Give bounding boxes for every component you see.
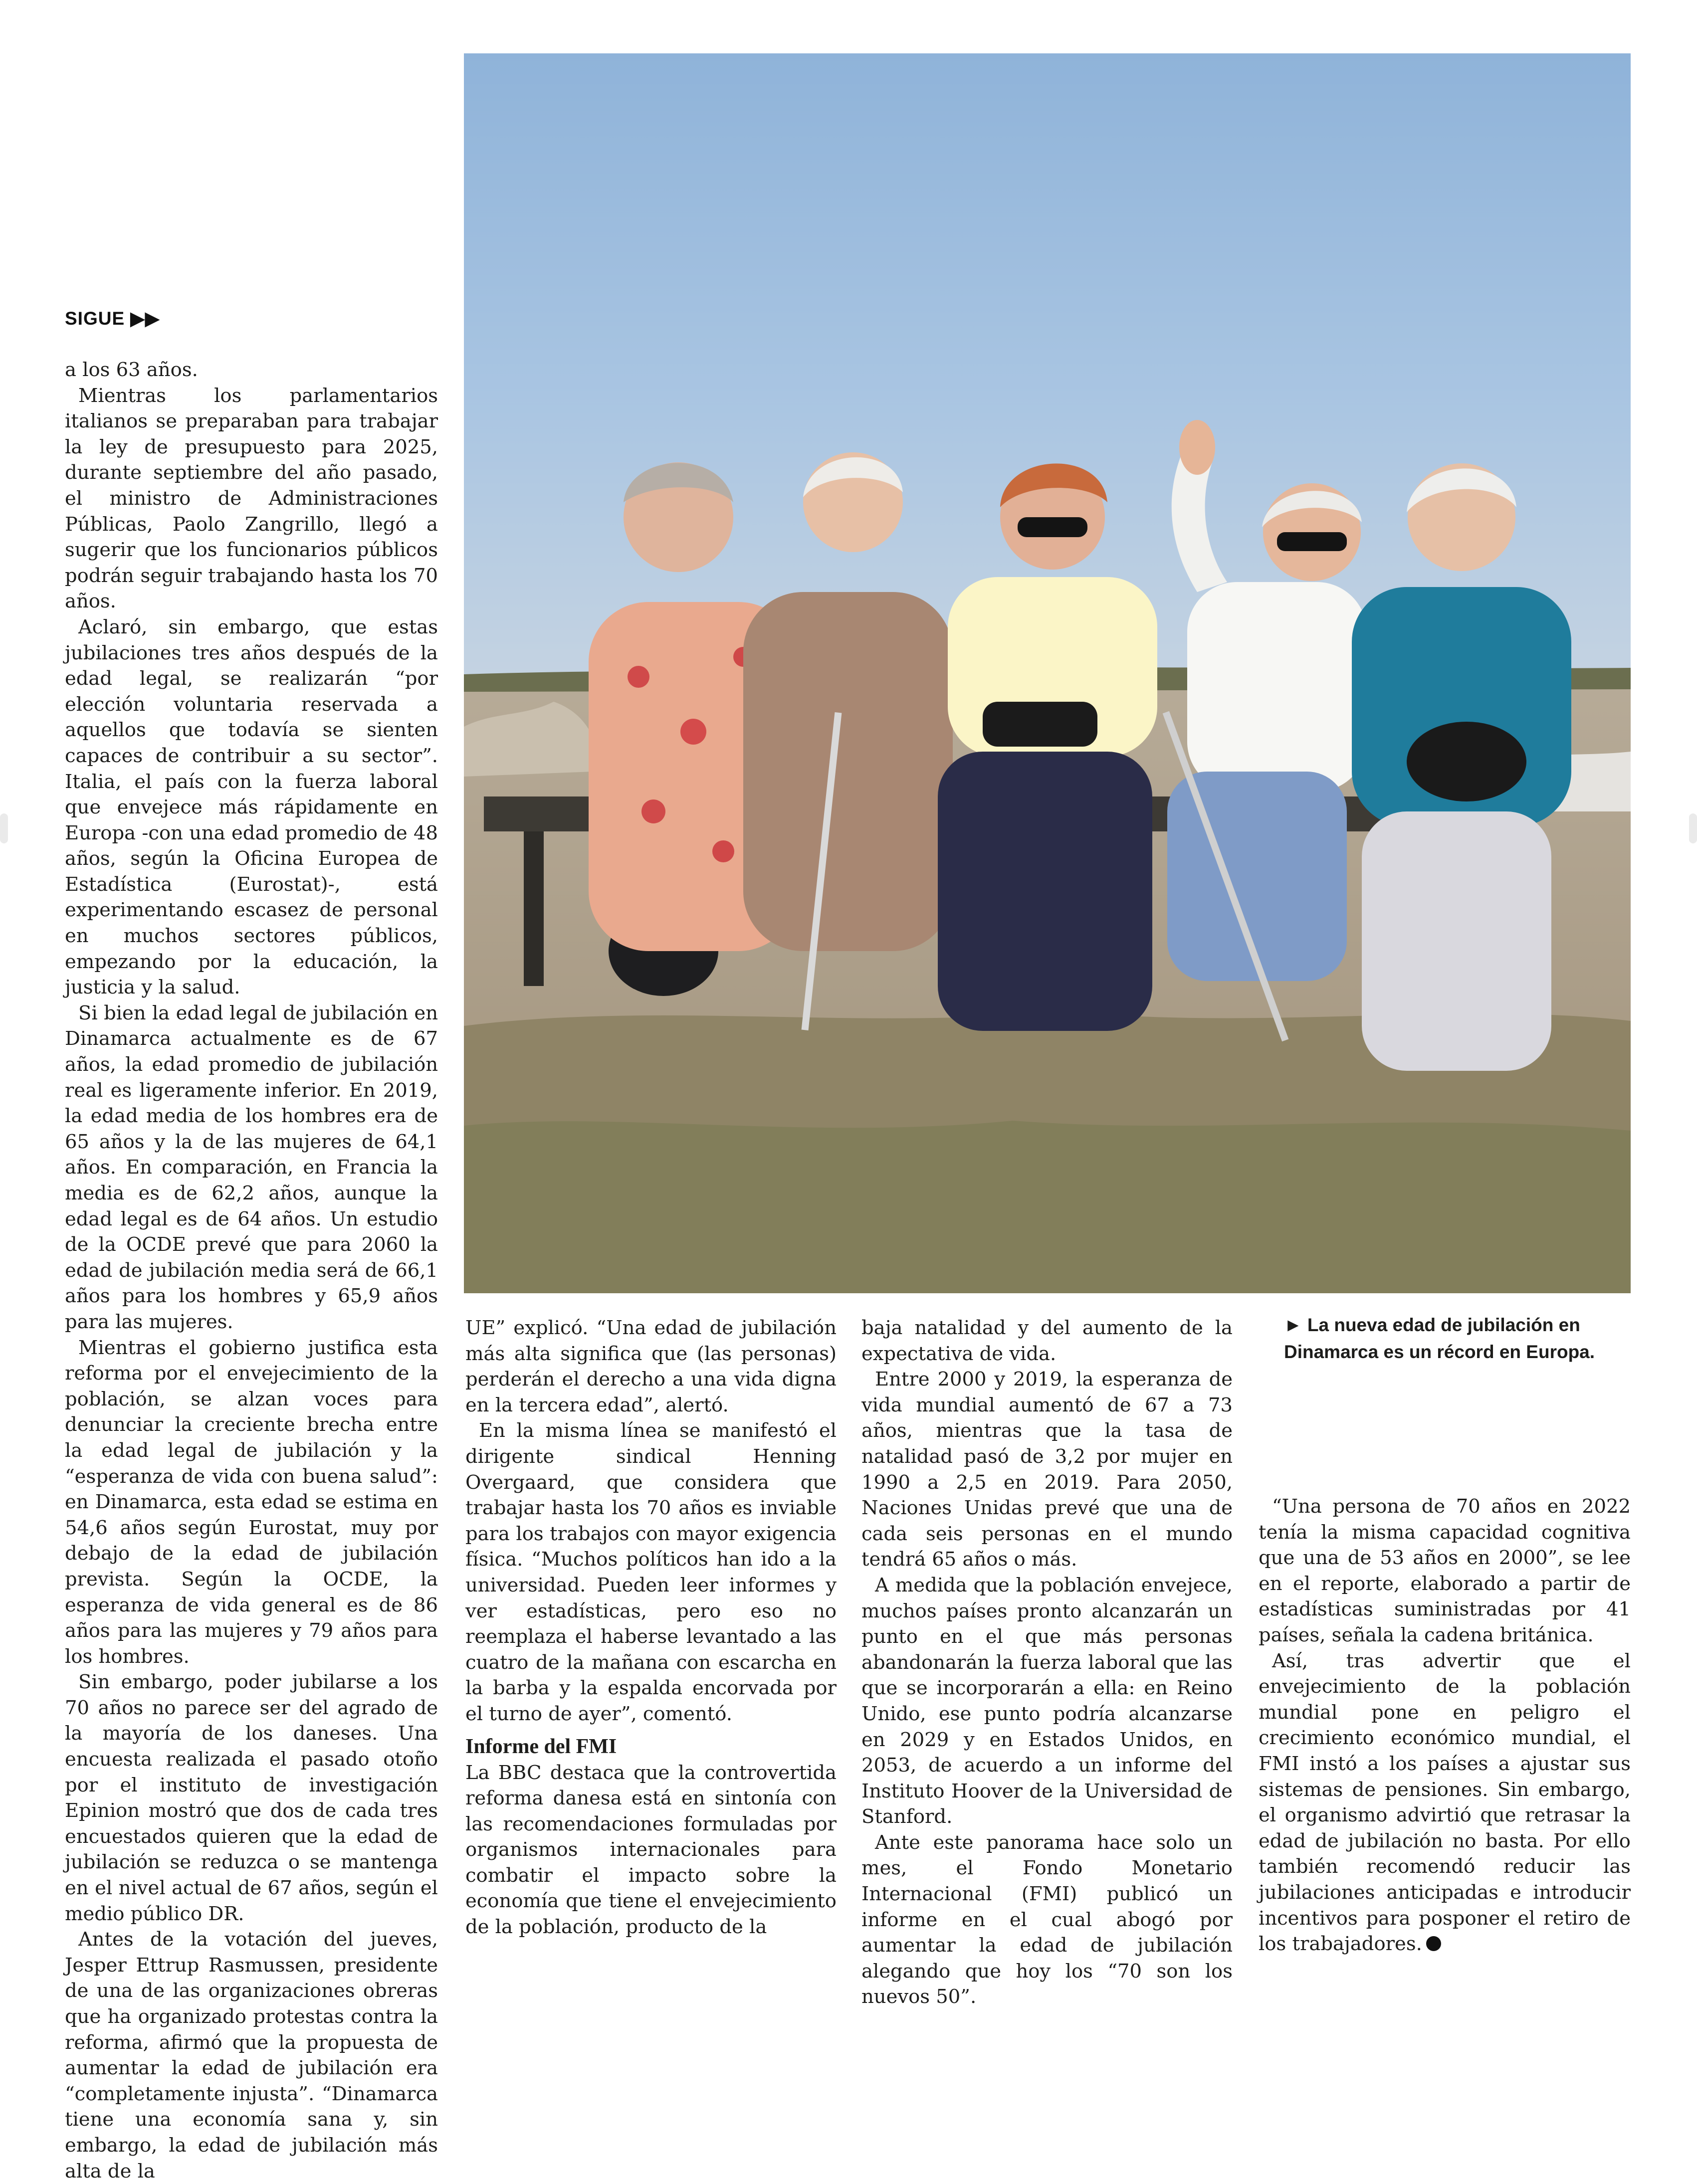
paragraph: a los 63 años.	[65, 359, 198, 381]
paragraph: “Una persona de 70 años en 2022 tenía la misma capacidad cognitiva que una de 53 años en 2000”, se lee en el reporte, elaborado a partir de estadísticas suministradas por 41 países, señala la cadena británica.	[1259, 1495, 1631, 1646]
paragraph: Sin embargo, poder jubilarse a los 70 años no parece ser del agrado de la mayoría de los daneses. Una encuesta realizada el pasado otoño por el instituto de investigación Epinion mostró que dos de cada tres encuestados quieren que la edad de jubilación se reduzca o se mantenga en el nivel actual de 67 años, según el medio público DR.	[65, 1671, 438, 1925]
page-edge-marker	[0, 813, 8, 843]
paragraph: Antes de la votación del jueves, Jesper Ettrup Rasmussen, presidente de una de las organizaciones obreras que ha organizado protestas contra la reforma, afirmó que la propuesta de aumentar la edad de jubilación era “completamente injusta”. “Dinamarca tiene una economía sana y, sin embargo, la edad de jubilación más alta de la	[65, 1928, 438, 2183]
article-column-3	[861, 1315, 1233, 2010]
paragraph: Mientras el gobierno justifica esta reforma por el envejecimiento de la población, se alzan voces para denunciar la creciente brecha entre la edad legal de jubilación y la “esperanza de vida con buena salud”: en Dinamarca, esta edad se estima en 54,6 años según Eurostat, muy por debajo de la edad de jubilación prevista. Según la OCDE, la esperanza de vida general es de 86 años para las mujeres y 79 años para los hombres.	[65, 1336, 438, 1668]
paragraph: Entre 2000 y 2019, la esperanza de vida mundial aumentó de 67 a 73 años, mientras que la tasa de natalidad pasó de 3,2 por mujer en 1990 a 2,5 en 2019. Para 2050, Naciones Unidas prevé que una de cada seis personas en el mundo tendrá 65 años o más.	[861, 1368, 1233, 1571]
paragraph: Si bien la edad legal de jubilación en Dinamarca actualmente es de 67 años, la edad promedio de jubilación real es ligeramente inferior. En 2019, la edad media de los hombres era de 65 años y la de las mujeres de 64,1 años. En comparación, en Francia la media es de 62,2 años, aunque la edad legal es de 64 años. Un estudio de la OCDE prevé que para 2060 la edad de jubilación media será de 66,1 años para los hombres y 65,9 años para las mujeres.	[65, 1001, 438, 1333]
paragraph	[1259, 1648, 1631, 1957]
article-column-2	[465, 1315, 837, 1940]
paragraph: Aclaró, sin embargo, que estas jubilaciones tres años después de la edad legal, se realizarán “por elección voluntaria reservada a aquellos que todavía se sienten capaces de contribuir a su sector”. Italia, el país con la fuerza laboral que envejece más rápidamente en Europa -con una edad promedio de 48 años, según la Oficina Europea de Estadística (Eurostat)-, está experimentando escasez de personal en muchos sectores públicos, empezando por la educación, la justicia y la salud.	[65, 615, 438, 999]
paragraph: UE” explicó. “Una edad de jubilación más alta significa que (las personas) perderán el derecho a una vida digna en la tercera edad”, alertó.	[465, 1317, 837, 1416]
paragraph: Mientras los parlamentarios italianos se preparaban para trabajar la ley de presupuesto para 2025, durante septiembre del año pasado, el ministro de Administraciones Públicas, Paolo Zangrillo, llegó a sugerir que los funcionarios públicos podrán seguir trabajando hasta los 70 años.	[65, 384, 438, 613]
paragraph-text: Así, tras advertir que el envejecimiento de la población mundial pone en peligro el crecimiento económico mundial, el FMI instó a los países a ajustar sus sistemas de pensiones. Sin embargo, el organismo advirtió que retrasar la edad de jubilación no basta. Por ello también recomendó reducir las jubilaciones anticipadas e introducir incentivos para posponer el retiro de los trabajadores.	[1259, 1649, 1631, 1956]
photo-caption: ► La nueva edad de jubilación en Dinamarca es un récord en Europa.	[1284, 1315, 1595, 1362]
paragraph: En la misma línea se manifestó el dirigente sindical Henning Overgaard, que considera que trabajar hasta los 70 años es inviable para los trabajos con mayor exigencia física. “Muchos políticos han ido a la universidad. Pueden leer informes y ver estadísticas, pero eso no reemplaza el haberse levantado a las cuatro de la mañana con escarcha en la barba y la espalda encorvada por el turno de ayer”, comentó.	[465, 1419, 837, 1725]
page-edge-marker	[1689, 813, 1697, 843]
photo-elderly-women-on-bench	[464, 53, 1631, 1293]
section-heading: Informe del FMI	[465, 1735, 617, 1758]
end-of-article-dot-icon	[1426, 1936, 1441, 1951]
article-column-1	[65, 357, 438, 2184]
paragraph: A medida que la población envejece, muchos países pronto alcanzarán un punto en el que más personas abandonarán la fuerza laboral que las que se incorporarán a ella: en Reino Unido, ese punto podría alcanzarse en 2029 y en Estados Unidos, en 2053, de acuerdo a un informe del Instituto Hoover de la Universidad de Stanford.	[861, 1574, 1233, 1828]
continues-marker: SIGUE ▶▶	[65, 308, 160, 329]
paragraph: Ante este panorama hace solo un mes, el Fondo Monetario Internacional (FMI) publicó un informe en el cual abogó por aumentar la edad de jubilación alegando que hoy los “70 son los nuevos 50”.	[861, 1831, 1233, 2008]
paragraph: La BBC destaca que la controvertida reforma danesa está en sintonía con las recomendaciones formuladas por organismos internacionales para combatir el impacto sobre la economía que tiene el envejecimiento de la población, producto de la	[465, 1761, 837, 1939]
paragraph: baja natalidad y del aumento de la expectativa de vida.	[861, 1317, 1233, 1365]
article-column-4	[1259, 1494, 1631, 1957]
